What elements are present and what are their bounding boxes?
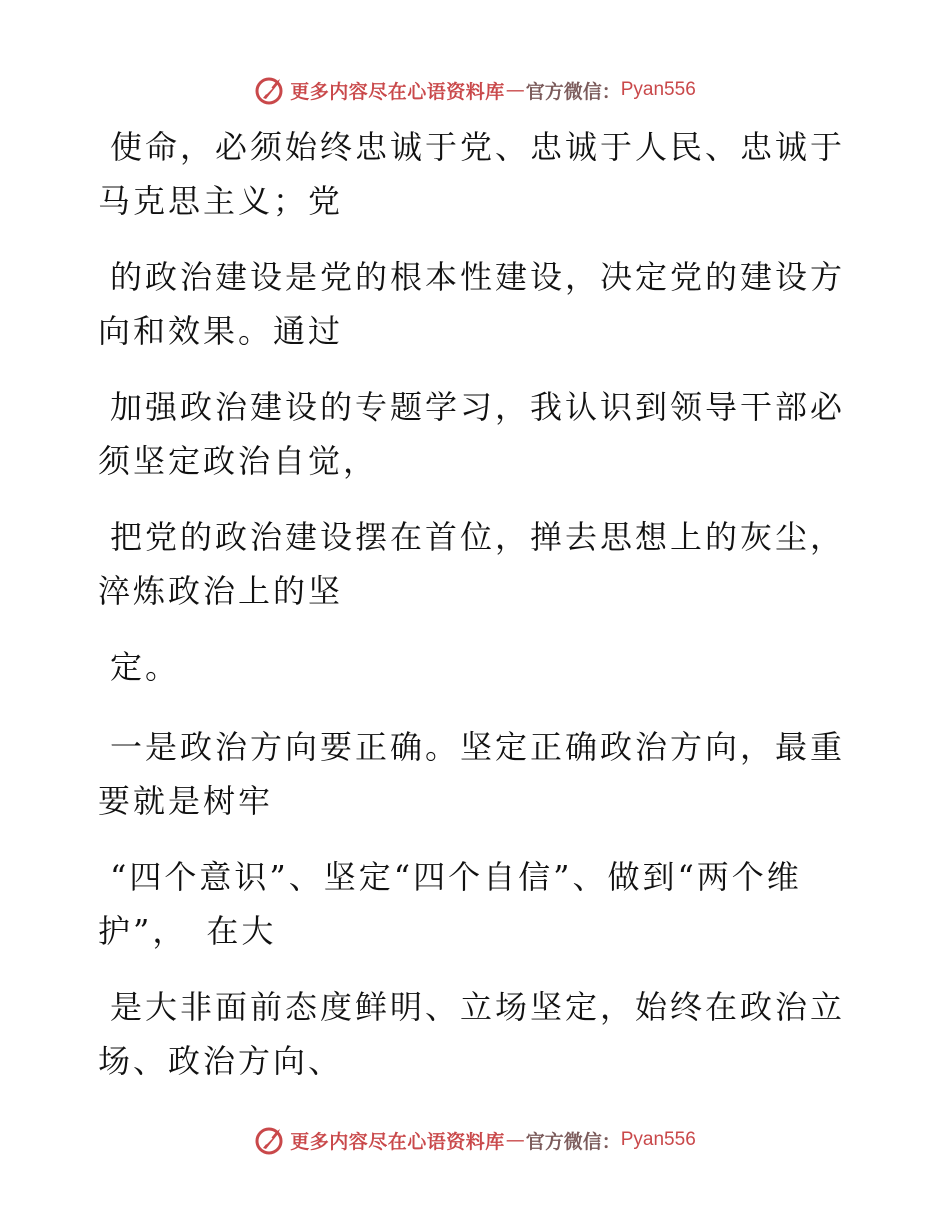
paragraph-4: 把党的政治建设摆在首位，掸去思想上的灰尘，淬炼政治上的坚: [98, 518, 846, 610]
footer-watermark: [0, 1120, 950, 1160]
header-watermark: [0, 70, 950, 110]
paragraph-5: 定。: [110, 648, 181, 686]
document-body: [98, 120, 858, 1110]
quill-pen-circle-icon: [254, 74, 286, 106]
paragraph-8: 是大非面前态度鲜明、立场坚定，始终在政治立场、政治方向、: [98, 988, 846, 1080]
watermark-dash: —: [505, 79, 525, 101]
watermark-sub-text: 官方微信：: [525, 1130, 621, 1153]
paragraph-6: 一是政治方向要正确。坚定正确政治方向，最重要就是树牢: [98, 728, 846, 820]
paragraph-3: 加强政治建设的专题学习，我认识到领导干部必须坚定政治自觉，: [98, 388, 846, 480]
quill-pen-circle-icon: [254, 1124, 286, 1156]
watermark-dash: —: [505, 1129, 525, 1151]
watermark-main-text: 更多内容尽在心语资料库: [290, 1130, 505, 1153]
watermark-wechat-id: Pyan556: [620, 1129, 696, 1150]
paragraph-1: 使命，必须始终忠诚于党、忠诚于人民、忠诚于马克思主义；党: [98, 128, 846, 220]
watermark-wechat-id: Pyan556: [620, 79, 696, 100]
paragraph-2: 的政治建设是党的根本性建设，决定党的建设方向和效果。通过: [98, 258, 846, 350]
paragraph-7: “四个意识”、坚定“四个自信”、做到“两个维护”， 在大: [98, 858, 802, 950]
watermark-main-text: 更多内容尽在心语资料库: [290, 80, 505, 103]
watermark-sub-text: 官方微信：: [525, 80, 621, 103]
